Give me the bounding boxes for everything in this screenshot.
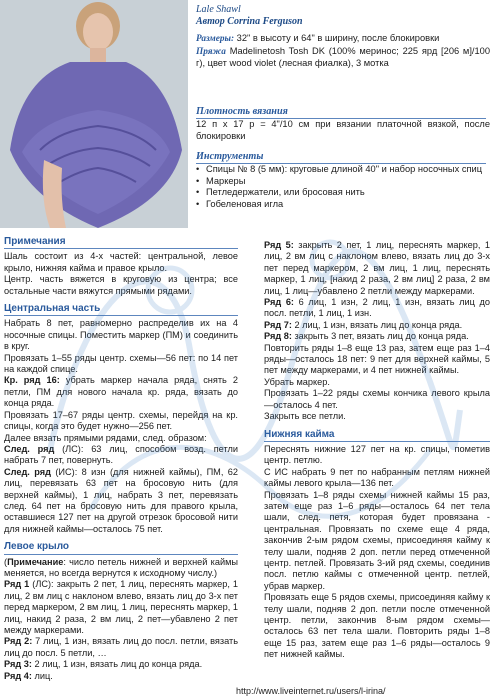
row-7 bbox=[264, 320, 490, 331]
yarn-label: Пряжа bbox=[196, 46, 226, 57]
size-line bbox=[196, 33, 490, 46]
center-p7-text: (ИС): 8 изн (для нижней каймы), ПМ, 62 лиц, перевязать 63 пет на бросовую нить (для верхней каймы), 1 лиц, набрать 3 пет, перевязать след. 64 пет на бросовую нить для правого крыла, оставшиеся 127 пет на другой отрезок бросовой нити для нижней каймы—осталось 75 пет. bbox=[4, 466, 238, 534]
center-p3-label: Кр. ряд 16: bbox=[4, 375, 60, 386]
row-7-label: Ряд 7: bbox=[264, 319, 292, 330]
row-8-label: Ряд 8: bbox=[264, 331, 292, 342]
lower-p3: Провязать 1–8 ряды схемы нижней каймы 15 раз, затем еще раз 1–6 ряды—осталось 64 пет тела шали, след. петя, которая будет провязана - центральная. Провязать по схеме еще 4 ряда, закончив 2-ым рядом схемы, присоединяя кайму к телу шали, подняв 2 доп. петли перед отмеченной центр. петлей. Провязать 3-ий ряд схемы, соединив посл. петлю каймы с отмеченной центр. петлей, убрав маркер. bbox=[264, 489, 490, 591]
lw-row-3-label: Ряд 3: bbox=[4, 659, 32, 670]
lw-row-4 bbox=[4, 671, 238, 682]
repeat-p4: Закрыть все петли. bbox=[264, 411, 346, 422]
center-p2: Провязать 1–55 ряды центр. схемы—56 пет: по 14 пет на каждой спице. bbox=[4, 352, 238, 375]
center-p4: Провязать 17–67 ряды центр. схемы, перейдя на кр. спицы, когда это будет нужно—256 пет. bbox=[4, 409, 238, 432]
repeat-p3: Провязать 1–22 ряды схемы кончика левого крыла—осталось 4 пет. bbox=[264, 388, 490, 410]
left-column bbox=[4, 236, 238, 682]
center-p6 bbox=[4, 444, 238, 467]
tool-item: • Гобеленовая игла bbox=[196, 199, 490, 211]
size-label: Размеры: bbox=[196, 34, 235, 44]
tool-item: • Маркеры bbox=[196, 176, 490, 188]
lower-p1: Переснять нижние 127 пет на кр. спицы, пометив центр. петлю. bbox=[264, 443, 490, 466]
lw-row-2-label: Ряд 2: bbox=[4, 636, 33, 647]
row-7-text: 2 лиц, 1 изн, вязать лиц до конца ряда. bbox=[291, 319, 463, 330]
center-p7-label: След. ряд bbox=[4, 466, 51, 477]
gauge-text: 12 п x 17 р = 4"/10 см при вязании платочной вязкой, после блокировки bbox=[196, 119, 490, 141]
center-p5: Далее вязать прямыми рядами, след. образом: bbox=[4, 432, 207, 443]
row-5-label: Ряд 5: bbox=[264, 240, 294, 250]
row-5 bbox=[264, 240, 490, 297]
lw-note-text: : число петель нижней и верхней каймы меняется, но всегда вернутся к исходному числу.) bbox=[4, 556, 238, 578]
row-5-text: закрыть 2 пет, 1 лиц, переснять маркер, 1 лиц, 2 вм лиц с наклоном влево, вязать лиц до 3-х пет перед маркером, 2 вм лиц, 1 лиц, переснять маркер, 1 лиц, [накид 2 раза, 2 вм лиц] 2 раза, 2 вм лиц, 1 лиц—убавлено 2 петли между маркерами. bbox=[264, 240, 491, 296]
center-p3 bbox=[4, 375, 238, 409]
lower-border-heading: Нижняя кайма bbox=[264, 429, 490, 442]
gauge-heading: Плотность вязания bbox=[196, 106, 486, 119]
repeat-p1: Повторить ряды 1–8 еще 13 раз, затем еще раз 1–4 ряды—осталось 18 пет: 9 пет для верхней каймы, 5 пет между маркерами, и 4 пет нижней каймы. bbox=[264, 342, 490, 376]
row-8-text: закрыть 3 пет, вязать лиц до конца ряда. bbox=[291, 331, 469, 342]
tool-item: • Спицы № 8 (5 мм): круговые длиной 40" и набор носочных спиц bbox=[196, 164, 490, 176]
lw-row-4-text: лиц. bbox=[31, 670, 53, 681]
lw-row-4-label: Ряд 4: bbox=[4, 670, 32, 681]
lw-row-2-text: 7 лиц, 1 изн, вязать лиц до посл. петли, вязать лиц до посл. 5 петли, … bbox=[4, 636, 239, 658]
center-heading: Центральная часть bbox=[4, 303, 238, 316]
row-6-text: 6 лиц, 1 изн, 2 лиц, 1 изн, вязать лиц до посл. петли, 1 лиц, 1 изн. bbox=[264, 297, 490, 319]
tool-item: • Петледержатели, или бросовая нить bbox=[196, 187, 490, 199]
center-p1: Набрать 8 пет, равномерно распределив их на 4 носочные спицы. Поместить маркер (ПМ) и соединить в круг. bbox=[4, 318, 238, 352]
pattern-author: Автор Corrina Ferguson bbox=[196, 16, 303, 27]
right-column bbox=[264, 240, 490, 661]
footer-url[interactable]: http://www.liveinternet.ru/users/l-irina/ bbox=[236, 686, 386, 696]
shawl-photo bbox=[0, 0, 188, 228]
tools-heading: Инструменты bbox=[196, 151, 486, 164]
notes-text: Шаль состоит из 4-х частей: центральной, левое крыло, нижняя кайма и правое крыло. bbox=[4, 251, 238, 273]
center-p7 bbox=[4, 467, 238, 535]
lw-note: (Примечание: число петель нижней и верхней каймы меняется, но всегда вернутся к исходному числу.) bbox=[4, 556, 238, 578]
lw-row-1 bbox=[4, 579, 238, 636]
center-p6-label: След. ряд bbox=[4, 443, 55, 454]
yarn-line bbox=[196, 46, 490, 70]
lw-row-3 bbox=[4, 659, 238, 670]
lw-row-2 bbox=[4, 636, 238, 659]
notes-heading: Примечания bbox=[4, 236, 238, 249]
lw-row-1-label: Ряд 1 bbox=[4, 579, 30, 590]
specs-block bbox=[196, 33, 490, 70]
lw-note-label: Примечание bbox=[7, 556, 64, 567]
lower-p4: Провязать еще 5 рядов схемы, присоединяя кайму к телу шали, подняв 2 доп. петли после отмеченной центр. петли, закончив 8-ым рядом схемы—осталось 63 пет тела шали. Повторить ряды 1–8 еще 15 раз, затем еще раз 1–6 ряды—осталось 9 пет нижней каймы. bbox=[264, 592, 490, 660]
row-6 bbox=[264, 297, 490, 320]
lower-p2: С ИС набрать 9 пет по набранным петлям нижней каймы левого крыла—136 пет. bbox=[264, 466, 490, 489]
center-p3-text: убрать маркер начала ряда, снять 2 петли, ПМ для нового начала кр. ряда, вязать до конца ряда. bbox=[4, 375, 238, 409]
lw-row-1-text: (ЛС): закрыть 2 пет, 1 лиц, переснять маркер, 1 лиц, 2 вм лиц с наклоном влево, вязать лиц до 3-х пет перед маркером, 2 вм лиц, 1 лиц, переснять маркер, 1 лиц, накид 2 раза, 2 вм лиц, 2 пет—убавлено 2 пет между маркерами. bbox=[4, 579, 238, 635]
notes-text-2: Центр. часть вяжется в круговую из центра; все остальные части вяжутся прямыми рядами. bbox=[4, 274, 238, 296]
repeat-p2: Убрать маркер. bbox=[264, 376, 330, 387]
tools-list bbox=[196, 164, 490, 210]
yarn-text: Madelinetosh Tosh DK (100% меринос; 225 ярд [206 м]/100 г), цвет wood violet (лесная фиалка), 3 мотка bbox=[196, 45, 490, 69]
row-8 bbox=[264, 331, 490, 342]
pattern-title: Lale Shawl bbox=[196, 4, 241, 15]
left-wing-heading: Левое крыло bbox=[4, 541, 238, 554]
size-text: 32" в высоту и 64" в ширину, после блокировки bbox=[236, 33, 440, 43]
center-p6-text: (ЛС): 63 лиц, способом возд. петли набрать 7 пет, повернуть. bbox=[4, 443, 238, 466]
row-6-label: Ряд 6: bbox=[264, 297, 294, 308]
lw-row-3-text: 2 лиц, 1 изн, вязать лиц до конца ряда. bbox=[31, 659, 203, 670]
